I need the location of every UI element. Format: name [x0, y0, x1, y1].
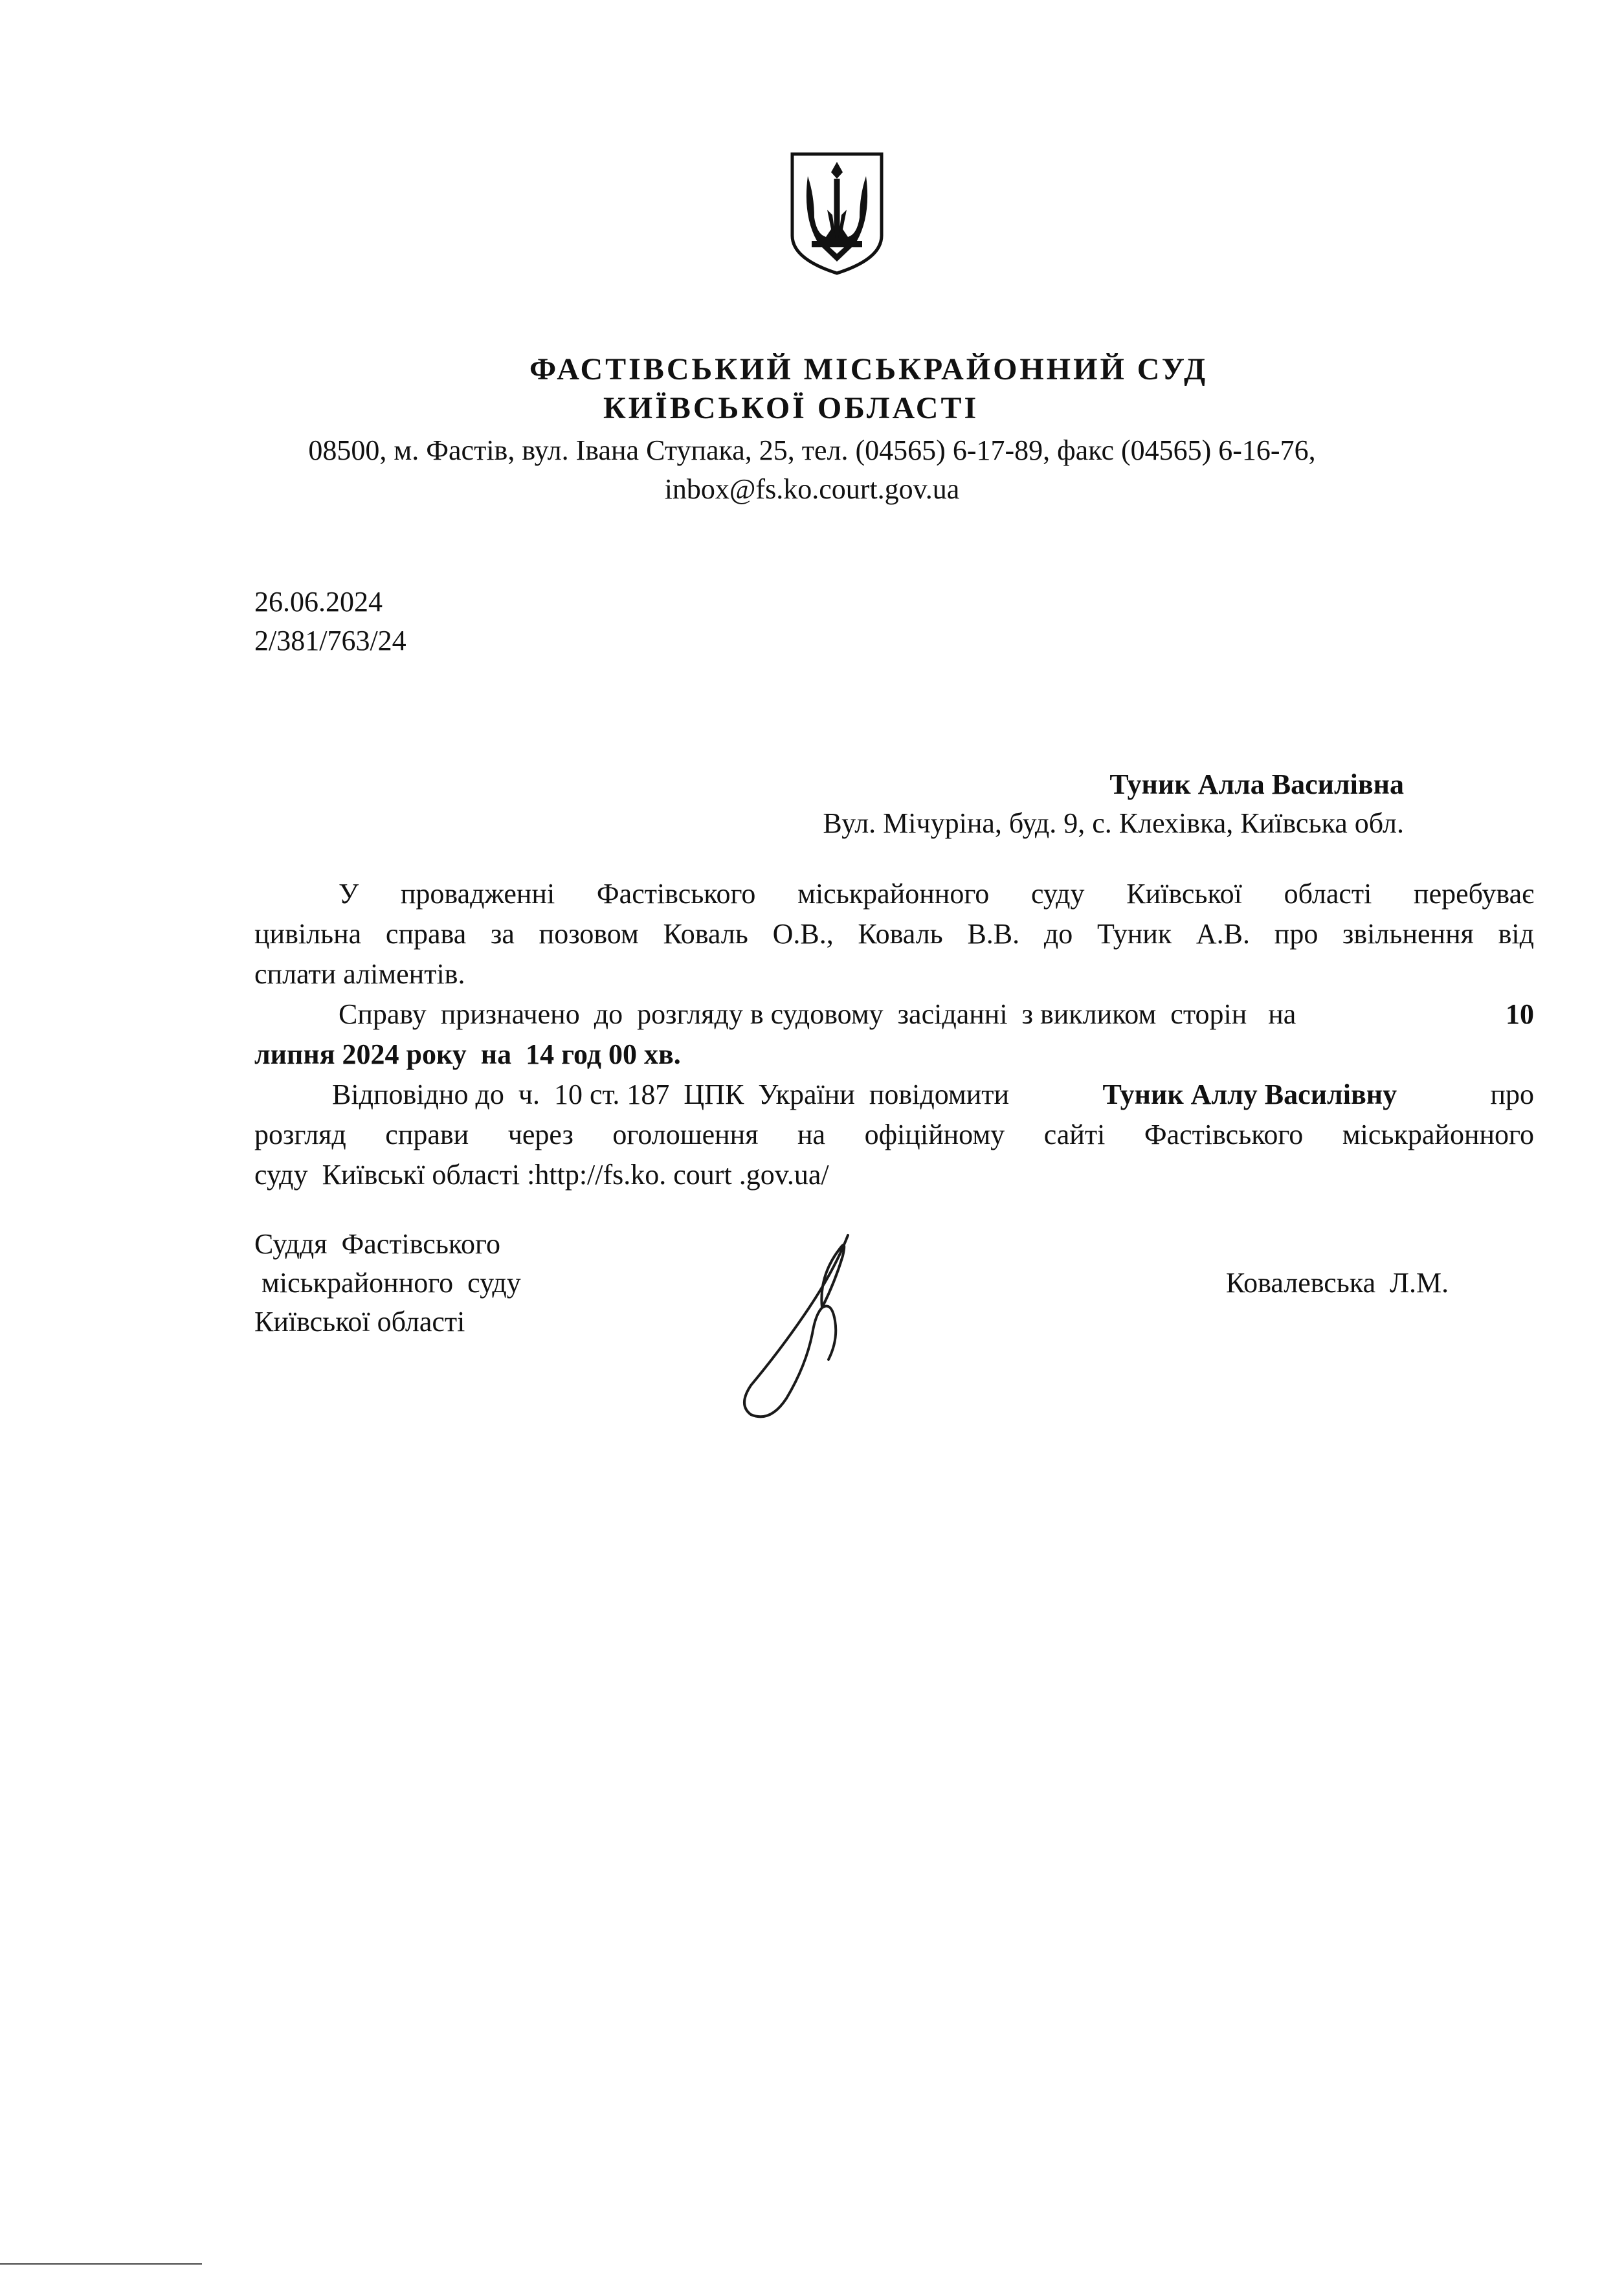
recipient-name-inline: Туник Аллу Василівну	[1102, 1079, 1397, 1110]
court-email: inbox@fs.ko.court.gov.ua	[664, 473, 960, 505]
paragraph-2-text: Справу призначено до розгляду в судовому засіданні з викликом сторін на	[339, 998, 1296, 1030]
hearing-day: 10	[1506, 998, 1534, 1030]
recipient-address: Вул. Мічуріна, буд. 9, с. Клехівка, Київська обл.	[823, 807, 1404, 839]
hearing-date-time: липня 2024 року на 14 год 00 хв.	[254, 1038, 681, 1070]
tryzub-coat-of-arms-icon	[788, 150, 885, 277]
paragraph-3-line-3: суду Київськї області :http://fs.ko. court .gov.ua/	[254, 1159, 829, 1191]
scan-artifact-line	[0, 2263, 202, 2265]
judge-position-line-1: Суддя Фастівського	[254, 1228, 500, 1260]
paragraph-1-line-2: цивільна справа за позовом Коваль О.В., Коваль В.В. до Туник А.В. про звільнення від	[254, 918, 1534, 950]
court-name-line1: ФАСТІВСЬКИЙ МІСЬКРАЙОННИЙ СУД	[529, 352, 1208, 386]
court-address: 08500, м. Фастів, вул. Івана Ступака, 25, тел. (04565) 6-17-89, факс (04565) 6-16-76,	[308, 434, 1316, 466]
paragraph-3-line-1	[332, 1075, 1534, 1115]
recipient-name: Туник Алла Василівна	[1109, 768, 1404, 800]
handwritten-signature-icon	[725, 1230, 867, 1424]
paragraph-3-text-b: про	[1490, 1079, 1534, 1110]
paragraph-3-text-a: Відповідно до ч. 10 ст. 187 ЦПК України повідомити	[332, 1079, 1010, 1110]
judge-position-line-3: Київської області	[254, 1306, 465, 1338]
letter-date: 26.06.2024	[254, 586, 383, 618]
case-number: 2/381/763/24	[254, 625, 406, 656]
paragraph-3-line-2: розгляд справи через оголошення на офіційному сайті Фастівського міськрайонного	[254, 1119, 1534, 1150]
paragraph-1-line-1: У провадженні Фастівського міськрайонного суду Київської області перебуває	[339, 878, 1534, 910]
paragraph-2-line-1	[339, 994, 1534, 1035]
judge-name: Ковалевська Л.М.	[1226, 1267, 1449, 1299]
paragraph-1-line-3: сплати аліментів.	[254, 958, 465, 990]
judge-position-line-2: міськрайонного суду	[254, 1267, 521, 1299]
court-name-line2: КИЇВСЬКОЇ ОБЛАСТІ	[603, 391, 979, 425]
